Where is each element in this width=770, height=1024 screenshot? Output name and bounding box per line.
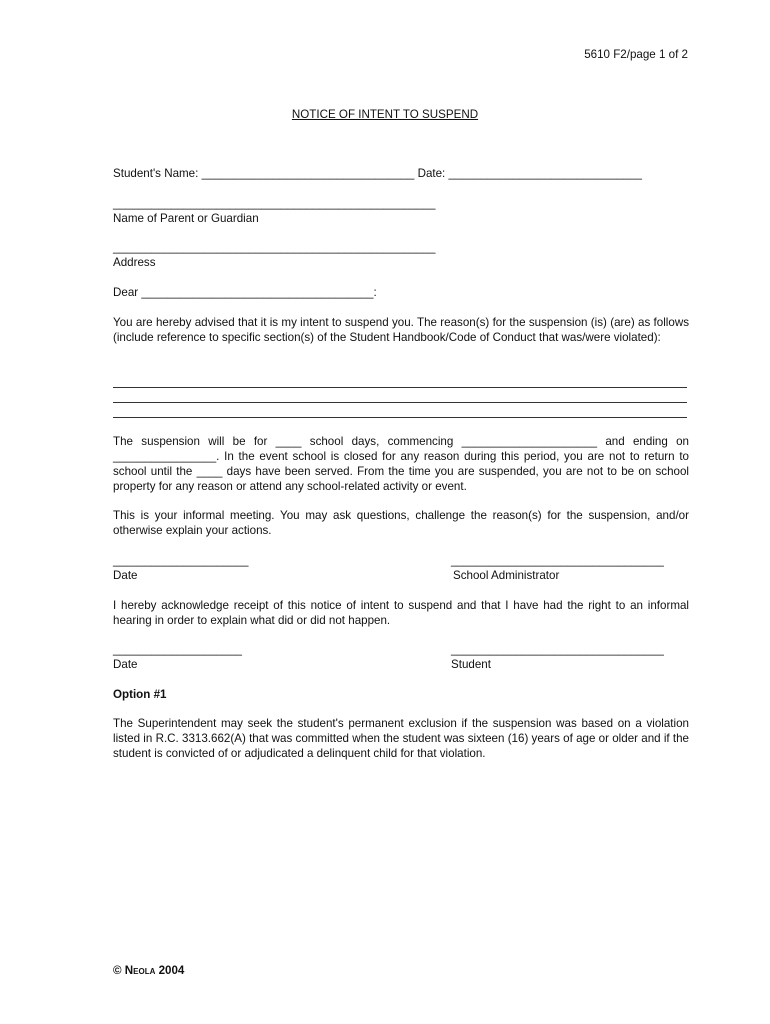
date-signature-blank-2: ____________________ (113, 643, 242, 656)
suspension-terms-paragraph: The suspension will be for ____ school days, commencing _____________________ and ending on ________________. In the event school is closed for any reason during this period, you are not to return to school until the ____ days have been served. From the time you are suspended, you are not to be on school property for any reason or attend any school-related activity or event. (113, 435, 689, 493)
reason-line-2 (113, 402, 687, 403)
parent-name-blank: __________________________________________________ (113, 197, 436, 210)
option-heading: Option #1 (113, 688, 167, 701)
administrator-signature-blank: _________________________________ (451, 554, 664, 567)
date-signature-blank-1: _____________________ (113, 554, 249, 567)
reason-line-3 (113, 417, 687, 418)
administrator-label: School Administrator (453, 569, 560, 582)
student-signature-blank: _________________________________ (451, 643, 664, 656)
page-reference: 5610 F2/page 1 of 2 (584, 48, 688, 61)
copyright-footer: © Neola 2004 (113, 964, 185, 977)
reason-line-1 (113, 387, 687, 388)
student-label: Student (451, 658, 491, 671)
document-title: NOTICE OF INTENT TO SUSPEND (291, 108, 479, 121)
acknowledgement-paragraph: I hereby acknowledge receipt of this notice of intent to suspend and that I have had the right to an informal hearing in order to explain what did or did not happen. (113, 599, 689, 627)
address-blank: __________________________________________________ (113, 241, 436, 254)
option-paragraph: The Superintendent may seek the student's permanent exclusion if the suspension was based on a violation listed in R.C. 3313.662(A) that was committed when the student was sixteen (16) years of age or older and if the student is convicted of or adjudicated a delinquent child for that violation. (113, 717, 689, 760)
parent-name-label: Name of Parent or Guardian (113, 212, 259, 225)
address-label: Address (113, 256, 156, 269)
salutation-line: Dear ____________________________________: (113, 286, 377, 299)
date-label-2: Date (113, 658, 138, 671)
students-name-date-line: Student's Name: _________________________________ Date: ______________________________ (113, 167, 642, 180)
intent-paragraph: You are hereby advised that it is my intent to suspend you. The reason(s) for the suspension (is) (are) as follows (include reference to specific section(s) of the Student Handbook/Code of Conduct that was/were violated): (113, 316, 689, 344)
informal-meeting-paragraph: This is your informal meeting. You may ask questions, challenge the reason(s) for the suspension, and/or otherwise explain your actions. (113, 509, 689, 537)
date-label-1: Date (113, 569, 138, 582)
